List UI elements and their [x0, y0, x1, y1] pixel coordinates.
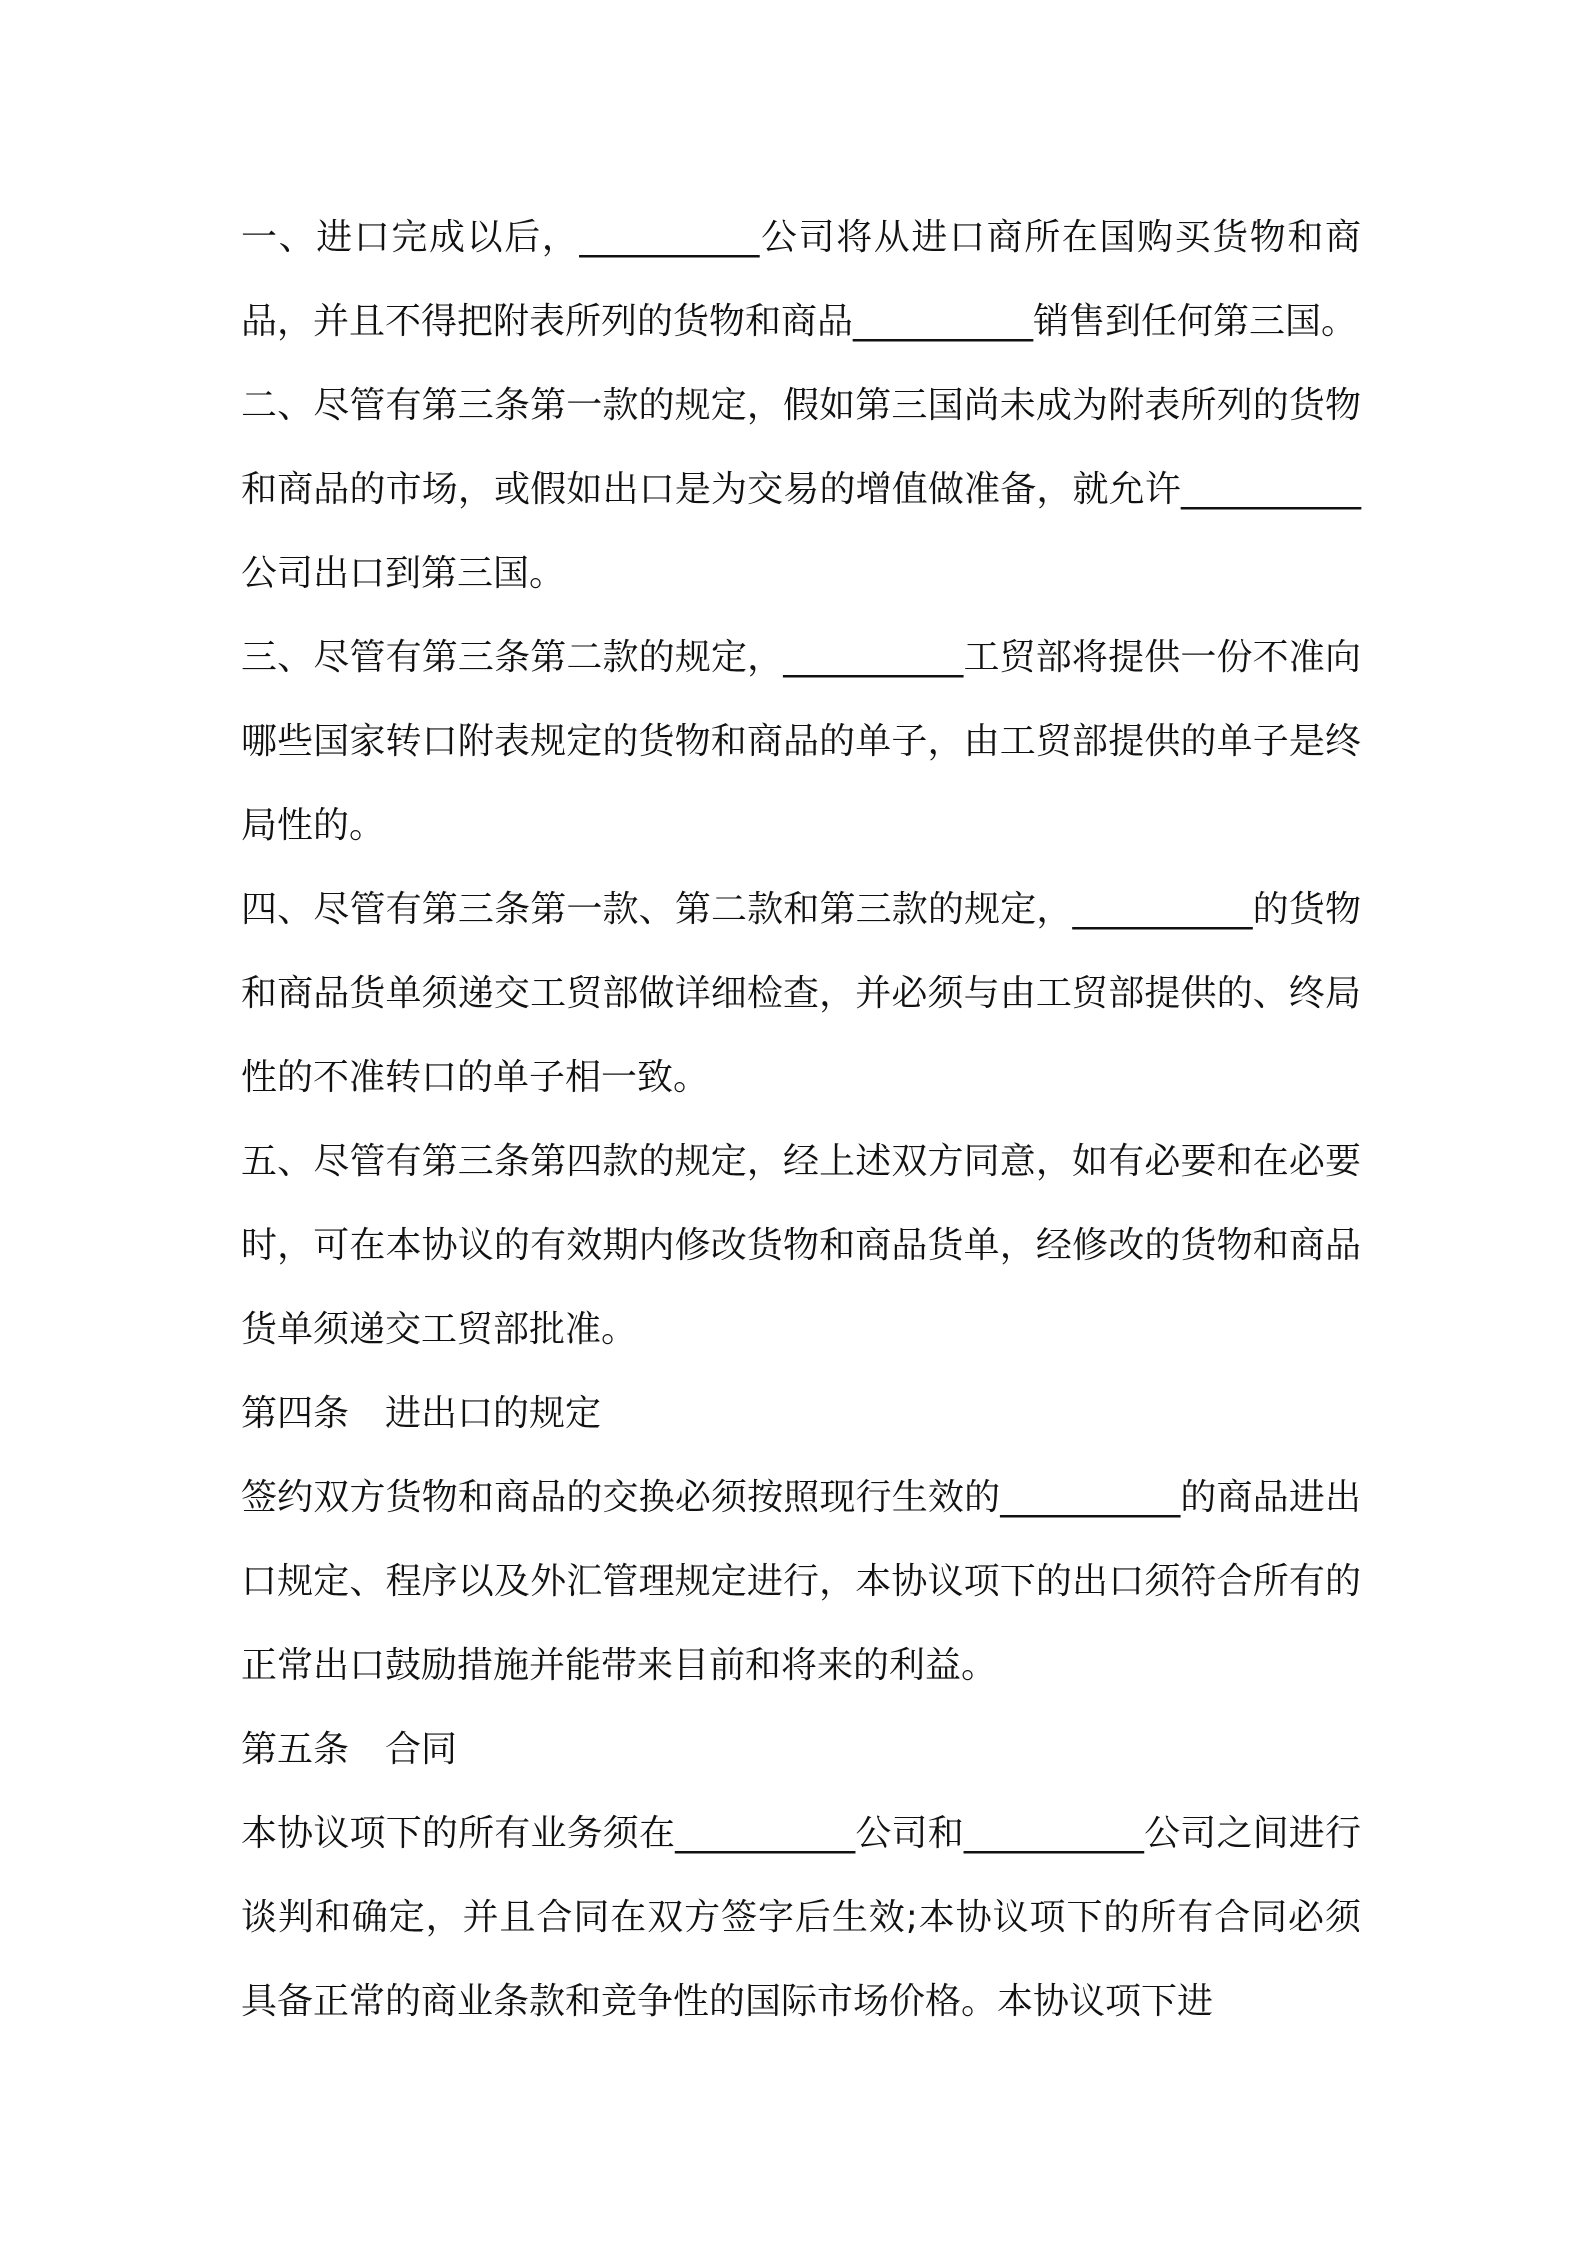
article-5-heading: [241, 1708, 1361, 1792]
paragraph-2: 二、尽管有第三条第一款的规定，假如第三国尚未成为附表所列的货物和商品的市场，或假如出口是为交易的增值做准备，就允许__________公司出口到第三国。: [241, 385, 1361, 594]
article-5-text: 本协议项下的所有业务须在__________公司和__________公司之间进行谈判和确定，并且合同在双方签字后生效;本协议项下的所有合同必须具备正常的商业条款和竞争性的国际市场价格。本协议项下进: [241, 1813, 1361, 2022]
paragraph-4: 四、尽管有第三条第一款、第二款和第三款的规定，__________的货物和商品货单须递交工贸部做详细检查，并必须与由工贸部提供的、终局性的不准转口的单子相一致。: [241, 889, 1361, 1098]
paragraph-1: 一、进口完成以后，__________公司将从进口商所在国购买货物和商品，并且不得把附表所列的货物和商品__________销售到任何第三国。: [241, 217, 1361, 342]
article-4-text: 签约双方货物和商品的交换必须按照现行生效的__________的商品进出口规定、程序以及外汇管理规定进行，本协议项下的出口须符合所有的正常出口鼓励措施并能带来目前和将来的利益。: [241, 1477, 1361, 1686]
article-5-number: 第五条: [241, 1729, 350, 1770]
paragraph-5: 五、尽管有第三条第四款的规定，经上述双方同意，如有必要和在必要时，可在本协议的有效期内修改货物和商品货单，经修改的货物和商品货单须递交工贸部批准。: [241, 1141, 1361, 1350]
article-4-title: 进出口的规定: [385, 1393, 602, 1434]
article-4-number: 第四条: [241, 1393, 350, 1434]
document-body: [241, 196, 1361, 2044]
paragraph-3: 三、尽管有第三条第二款的规定，__________工贸部将提供一份不准向哪些国家转口附表规定的货物和商品的单子，由工贸部提供的单子是终局性的。: [241, 637, 1361, 846]
article-5-title: 合同: [385, 1729, 458, 1770]
article-4-heading: [241, 1372, 1361, 1456]
